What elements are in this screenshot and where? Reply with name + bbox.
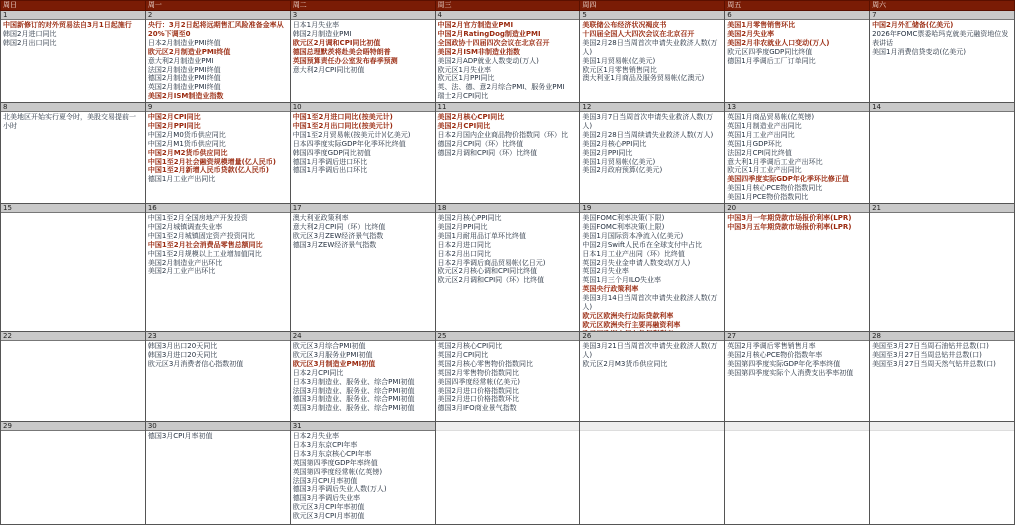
event-item-highlighted: 美国2月CPI同比 <box>437 121 491 130</box>
day-cell-27[interactable] <box>725 332 870 422</box>
day-cell-24[interactable] <box>290 332 435 422</box>
day-number: 29 <box>1 422 145 431</box>
event-item: 美国2月PPI同比 <box>582 148 633 157</box>
event-item-highlighted: 全国政协十四届四次会议在北京召开 <box>437 38 550 47</box>
event-item: 意大利2月CPI同比初值 <box>292 65 365 74</box>
week-row <box>1 422 1015 525</box>
event-list <box>870 112 1014 203</box>
week-row <box>1 103 1015 204</box>
event-item: 美国至3月27日当周总钻井总数(口) <box>872 350 982 359</box>
event-item: 欧元区3月CPI月率初值 <box>292 512 365 521</box>
empty-day-cell[interactable] <box>580 422 725 525</box>
day-number: 21 <box>870 204 1014 213</box>
event-item-highlighted: 中国3月一年期贷款市场报价利率(LPR) <box>727 214 852 222</box>
day-cell-16[interactable] <box>145 204 290 332</box>
event-item-highlighted: 十四届全国人大四次会议在北京召开 <box>582 29 695 38</box>
event-item: 美国2月核心PPI同比 <box>437 214 502 222</box>
day-cell-26[interactable] <box>580 332 725 422</box>
event-item: 瑞士2月CPI同比 <box>437 92 489 101</box>
event-item: 日本四季度实际GDP年化季环比终值 <box>292 139 406 148</box>
event-item-highlighted: 美国2月ISM非制造业指数 <box>437 47 521 56</box>
event-list <box>1 431 145 524</box>
weekday-header-row <box>1 1 1015 11</box>
event-item-highlighted: 央行：3月2日起将远期售汇风险准备金率从20%下调至0 <box>147 21 284 38</box>
event-item: 英国第四季度经常帐(亿英镑) <box>292 467 383 476</box>
event-item-highlighted: 德国总理默茨将赴美会晤特朗普 <box>292 47 391 56</box>
event-item: 日本3月东京CPI年率 <box>292 440 358 449</box>
event-item: 日本2月进口同比 <box>437 240 491 249</box>
event-item: 德国3月季调后失业率 <box>292 494 361 503</box>
event-item: 美国2月28日当周首次申请失业救济人数(万人) <box>582 38 718 56</box>
event-item: 中国2月M0货币供应同比 <box>147 130 226 139</box>
event-item-highlighted: 美国四季度实际GDP年化季环比修正值 <box>727 175 849 184</box>
event-item: 德国3月ZEW经济景气指数 <box>292 240 377 249</box>
day-cell-11[interactable] <box>435 103 580 204</box>
day-number: 5 <box>580 11 724 20</box>
event-list <box>436 431 580 524</box>
day-cell-13[interactable] <box>725 103 870 204</box>
event-item-highlighted: 美国2月非农就业人口变动(万人) <box>727 38 830 47</box>
weekday-tue: 周二 <box>290 1 435 11</box>
event-item-highlighted: 中国1至2月社会消费品零售总额同比 <box>147 240 263 249</box>
event-item: 美国2月核心PCE物价指数年率 <box>727 350 823 359</box>
day-number: 18 <box>436 204 580 213</box>
event-item-highlighted: 中国2月外汇储备(亿美元) <box>872 21 954 29</box>
event-item: 欧元区3月消费者信心指数初值 <box>147 359 244 368</box>
event-item: 德国3月制造业、服务业、综合PMI初值 <box>292 395 415 404</box>
day-cell-14[interactable] <box>870 103 1015 204</box>
event-item: 英国2月核心零售物价指数同比 <box>437 359 533 368</box>
event-item-highlighted: 中国1至2月出口同比(按美元计) <box>292 121 393 130</box>
day-cell-3[interactable] <box>290 11 435 103</box>
event-item-highlighted: 英国央行政策利率 <box>582 285 639 294</box>
empty-day-cell[interactable] <box>725 422 870 525</box>
event-list <box>580 20 724 102</box>
event-item: 美国2月ADP就业人数变动(万人) <box>437 56 539 65</box>
day-number: 28 <box>870 332 1014 341</box>
event-item: 英国2月失业率 <box>582 267 629 276</box>
day-cell-6[interactable] <box>725 11 870 103</box>
event-item: 美国2月制造业产出环比 <box>147 258 223 267</box>
event-item: 日本2月国内企业商品物价指数同（环）比 <box>437 130 568 139</box>
day-number: 4 <box>436 11 580 20</box>
event-list <box>870 341 1014 421</box>
event-list <box>146 341 290 421</box>
event-item: 英国2月核心CPI同比 <box>437 342 503 350</box>
event-list <box>870 431 1014 524</box>
event-item: 韩国2月进口同比 <box>3 29 57 38</box>
event-item-highlighted: 中国3月五年期贷款市场报价利率(LPR) <box>727 222 852 231</box>
event-item: 美国至3月27日当周天然气钻井总数(口) <box>872 359 996 368</box>
event-list <box>1 341 145 421</box>
event-item: 意大利2月CPI同（环）比终值 <box>292 222 386 231</box>
day-cell-15[interactable] <box>1 204 146 332</box>
event-list <box>580 431 724 524</box>
weekday-fri: 周五 <box>725 1 870 11</box>
event-item: 中国2月M1货币供应同比 <box>147 139 226 148</box>
event-item: 德国3月季调后失业人数(万人) <box>292 485 387 494</box>
event-list <box>291 213 435 331</box>
event-list <box>436 341 580 421</box>
event-item-highlighted: 美国2月ISM制造业指数 <box>147 92 224 101</box>
event-list <box>146 112 290 203</box>
event-list <box>725 112 869 203</box>
event-item: 日本3月制造业、服务业、综合PMI初值 <box>292 377 415 386</box>
event-item: 美国1月耐用品订单环比终值 <box>437 231 526 240</box>
day-cell-17[interactable] <box>290 204 435 332</box>
empty-day-cell[interactable] <box>870 422 1015 525</box>
event-item-highlighted: 中国2月RatingDog制造业PMI <box>437 29 541 38</box>
event-item: 韩国3月进口20天同比 <box>147 350 218 359</box>
day-number: 1 <box>1 11 145 20</box>
event-item: 欧元区3月服务业PMI初值 <box>292 350 373 359</box>
event-list <box>436 20 580 102</box>
day-number: 27 <box>725 332 869 341</box>
event-item: 欧元区3月ZEW经济景气指数 <box>292 231 384 240</box>
day-number: 22 <box>1 332 145 341</box>
day-number: 6 <box>725 11 869 20</box>
event-item: 德国1月季调后进口环比 <box>292 157 368 166</box>
event-item: 美国第四季度实际GDP年化季率终值 <box>727 359 841 368</box>
day-number: 8 <box>1 103 145 112</box>
event-item: 德国2月制造业PMI终值 <box>147 74 221 83</box>
event-item: 日本1月工业产出同（环）比终值 <box>582 249 685 258</box>
event-item-highlighted: 中国新修订的对外贸易法自3月1日起施行 <box>3 21 132 29</box>
day-cell-12[interactable] <box>580 103 725 204</box>
day-number: 9 <box>146 103 290 112</box>
event-item: 中国1至2月城镇固定资产投资同比 <box>147 231 255 240</box>
event-item: 日本3月东京核心CPI年率 <box>292 449 372 458</box>
day-cell-20[interactable] <box>725 204 870 332</box>
event-list <box>291 20 435 102</box>
event-list <box>725 341 869 421</box>
event-item-highlighted: 英国预算责任办公室发布春季预测 <box>292 56 398 65</box>
event-item: 美国1月核心PCE物价指数同比 <box>727 184 823 193</box>
day-number <box>870 422 1014 431</box>
event-item-highlighted: 欧元区3月制造业PMI初值 <box>292 359 376 368</box>
day-cell-19[interactable] <box>580 204 725 332</box>
weekday-sun: 周日 <box>1 1 146 11</box>
event-item: 德国3月IFO商业景气指数 <box>437 404 517 413</box>
event-item: 欧元区3月综合PMI初值 <box>292 342 366 350</box>
day-number: 24 <box>291 332 435 341</box>
event-item: 英国2月制造业PMI终值 <box>147 83 221 92</box>
event-item: 英国1月制造业产出同比 <box>727 121 802 130</box>
event-item: 德国1月季调后工厂订单同比 <box>727 56 816 65</box>
event-item-highlighted: 美国2月核心CPI同比 <box>437 113 505 121</box>
day-cell-7[interactable] <box>870 11 1015 103</box>
weekday-thu: 周四 <box>580 1 725 11</box>
event-item: 美国FOMC利率决策(上限) <box>582 222 665 231</box>
event-list <box>436 213 580 331</box>
day-number: 14 <box>870 103 1014 112</box>
day-number: 2 <box>146 11 290 20</box>
week-row <box>1 204 1015 332</box>
event-item: 欧元区1月PPI同比 <box>437 74 495 83</box>
event-item-highlighted: 欧元区2月制造业PMI终值 <box>147 47 231 56</box>
event-item: 中国1至2月全国房地产开发投资 <box>147 214 248 222</box>
event-item: 欧元区2月M3货币供应同比 <box>582 359 668 368</box>
event-item: 欧元区1月失业率 <box>437 65 491 74</box>
event-item: 意大利2月制造业PMI <box>147 56 214 65</box>
empty-day-cell[interactable] <box>435 422 580 525</box>
event-list <box>436 112 580 203</box>
event-item: 德国3月CPI月率初值 <box>147 432 213 440</box>
event-item: 欧元区1月工业产出同比 <box>727 166 802 175</box>
event-item: 美国1月消费信贷变动(亿美元) <box>872 47 966 56</box>
day-cell-21[interactable] <box>870 204 1015 332</box>
day-cell-23[interactable] <box>145 332 290 422</box>
event-item: 日本2月失业率 <box>292 432 340 440</box>
day-number: 26 <box>580 332 724 341</box>
event-item: 法国3月制造业、服务业、综合PMI初值 <box>292 386 415 395</box>
event-item: 欧元区四季度GDP同比终值 <box>727 47 813 56</box>
week-row <box>1 11 1015 103</box>
event-list <box>580 213 724 331</box>
event-item: 中国1至2月贸易帐(按美元计)(亿美元) <box>292 130 411 139</box>
day-number: 10 <box>291 103 435 112</box>
event-item: 英国2月CPI同比 <box>437 350 489 359</box>
event-list <box>146 431 290 524</box>
day-cell-22[interactable] <box>1 332 146 422</box>
day-number: 7 <box>870 11 1014 20</box>
event-item-highlighted: 欧元区欧洲央行边际贷款利率 <box>582 311 674 320</box>
event-item: 英国2月失业金申请人数变动(万人) <box>582 258 691 267</box>
event-item: 美国3月14日当周首次申请失业救济人数(万人) <box>582 294 718 312</box>
event-item: 法国2月CPI同比终值 <box>727 148 792 157</box>
event-list <box>291 341 435 421</box>
event-item: 欧元区2月调和CPI同（环）比终值 <box>437 276 545 285</box>
day-cell-1[interactable] <box>1 11 146 103</box>
day-cell-28[interactable] <box>870 332 1015 422</box>
event-list <box>291 431 435 524</box>
event-item: 英国1月商品贸易帐(亿英镑) <box>727 113 815 121</box>
event-item: 美国至3月27日当周石油钻井总数(口) <box>872 342 989 350</box>
day-number: 23 <box>146 332 290 341</box>
event-item: 中国1至2月规模以上工业增加值同比 <box>147 249 262 258</box>
day-number: 11 <box>436 103 580 112</box>
day-cell-9[interactable] <box>145 103 290 204</box>
event-item: 英国2月零售物价指数同比 <box>437 368 519 377</box>
event-item: 韩国2月出口同比 <box>3 38 57 47</box>
event-item: 德国2月调和CPI同（环）比终值 <box>437 148 538 157</box>
event-list <box>580 341 724 421</box>
event-item: 德国1月季调后出口环比 <box>292 166 368 175</box>
day-number: 12 <box>580 103 724 112</box>
event-item-highlighted: 中国2月CPI同比 <box>147 113 201 121</box>
event-item: 美国FOMC利率决策(下限) <box>582 214 665 222</box>
event-item: 法国2月制造业PMI终值 <box>147 65 221 74</box>
day-number: 3 <box>291 11 435 20</box>
week-row <box>1 332 1015 422</box>
day-number: 31 <box>291 422 435 431</box>
event-item: 美国2月政府预算(亿美元) <box>582 166 663 175</box>
event-list <box>870 213 1014 331</box>
event-item: 韩国四季度GDP同比初值 <box>292 148 371 157</box>
event-item: 日本2月CPI同比 <box>292 368 344 377</box>
event-item-highlighted: 中国1至2月进口同比(按美元计) <box>292 113 393 121</box>
event-list <box>1 20 145 102</box>
day-number: 30 <box>146 422 290 431</box>
event-item: 欧元区3月CPI年率初值 <box>292 503 365 512</box>
event-item-highlighted: 中国1至2月新增人民币贷款(亿人民币) <box>147 166 269 175</box>
event-item: 美国第四季度实际个人消费支出季率初值 <box>727 368 854 377</box>
event-item: 英国2月季调后零售销售月率 <box>727 342 816 350</box>
event-item: 英国3月制造业、服务业、综合PMI初值 <box>292 404 415 413</box>
event-item: 英国1月三个月ILO失业率 <box>582 276 662 285</box>
day-cell-8[interactable] <box>1 103 146 204</box>
event-item: 法国3月CPI月率初值 <box>292 476 358 485</box>
event-list <box>580 112 724 203</box>
event-item: 欧元区2月核心调和CPI同比终值 <box>437 267 538 276</box>
event-item: 美国3月21日当周首次申请失业救济人数(万人) <box>582 342 718 359</box>
event-item: 北美地区开始实行夏令时，美股交易提前一小时 <box>3 113 136 130</box>
event-list <box>146 20 290 102</box>
event-item-highlighted: 美联储公布经济状况褐皮书 <box>582 21 667 29</box>
weekday-wed: 周三 <box>435 1 580 11</box>
day-number: 17 <box>291 204 435 213</box>
event-item-highlighted: 中国2月M2货币供应同比 <box>147 148 228 157</box>
day-number: 20 <box>725 204 869 213</box>
event-item: 日本2月出口同比 <box>437 249 491 258</box>
day-number: 19 <box>580 204 724 213</box>
event-item: 美国1月贸易帐(亿美元) <box>582 56 656 65</box>
event-list <box>725 431 869 524</box>
day-number <box>580 422 724 431</box>
event-item-highlighted: 美国1月零售销售环比 <box>727 21 796 29</box>
event-item: 美国1月国际资本净流入(亿美元) <box>582 231 684 240</box>
event-item-highlighted: 中国1至2月社会融资规模增量(亿人民币) <box>147 157 276 166</box>
event-item-highlighted: 欧元区2月调和CPI同比初值 <box>292 38 381 47</box>
day-number: 25 <box>436 332 580 341</box>
day-number <box>436 422 580 431</box>
day-cell-10[interactable] <box>290 103 435 204</box>
day-number: 13 <box>725 103 869 112</box>
event-item: 澳大利亚1月商品及服务贸易帐(亿澳元) <box>582 74 705 83</box>
event-item: 中国2月城镇调查失业率 <box>147 222 223 231</box>
event-list <box>146 213 290 331</box>
weekday-sat: 周六 <box>870 1 1015 11</box>
event-item-highlighted: 欧元区欧洲央行主要再融资利率 <box>582 320 681 329</box>
day-cell-4[interactable] <box>435 11 580 103</box>
event-item: 日本2月季调后商品贸易帐(亿日元) <box>437 258 546 267</box>
event-item: 美国1月PCE物价指数同比 <box>727 193 809 202</box>
event-list <box>725 213 869 331</box>
event-item: 英国1月工业产出同比 <box>727 130 795 139</box>
event-item: 美国2月28日当周续请失业救济人数(万人) <box>582 130 714 139</box>
day-cell-18[interactable] <box>435 204 580 332</box>
event-item: 意大利1月季调后工业产出环比 <box>727 157 823 166</box>
event-item: 韩国3月出口20天同比 <box>147 342 218 350</box>
event-item-highlighted: 美国2月失业率 <box>727 29 775 38</box>
day-cell-31[interactable] <box>290 422 435 525</box>
day-cell-30[interactable] <box>145 422 290 525</box>
event-item: 美国1月贸易帐(亿美元) <box>582 157 656 166</box>
event-item: 中国2月Swift人民币在全球支付中占比 <box>582 240 703 249</box>
event-item: 2026年FOMC票委哈玛克就美元融资地位发表讲话 <box>872 29 1009 47</box>
event-item: 韩国2月制造业PMI <box>292 29 352 38</box>
day-number: 15 <box>1 204 145 213</box>
event-item: 英国第四季度GDP年率终值 <box>292 458 378 467</box>
event-item: 日本2月制造业PMI终值 <box>147 38 221 47</box>
event-item-highlighted: 中国2月PPI同比 <box>147 121 201 130</box>
weekday-mon: 周一 <box>145 1 290 11</box>
day-number <box>725 422 869 431</box>
event-item: 德国1月工业产出同比 <box>147 175 216 184</box>
event-list <box>291 112 435 203</box>
event-item: 澳大利亚政策利率 <box>292 214 349 222</box>
day-number: 16 <box>146 204 290 213</box>
event-list <box>1 213 145 331</box>
event-list <box>870 20 1014 102</box>
day-cell-5[interactable] <box>580 11 725 103</box>
day-cell-29[interactable] <box>1 422 146 525</box>
event-item: 德国2月CPI同（环）比终值 <box>437 139 524 148</box>
event-item: 英、法、德、意2月综合PMI、服务业PMI <box>437 83 565 92</box>
event-item: 日本1月失业率 <box>292 21 340 29</box>
event-item: 美国3月7日当周首次申请失业救济人数(万人) <box>582 113 714 130</box>
event-item: 美国2月PPI同比 <box>437 222 488 231</box>
event-item: 美国2月工业产出环比 <box>147 267 216 276</box>
event-list <box>725 20 869 102</box>
event-item: 美国2月核心PPI同比 <box>582 139 647 148</box>
day-cell-2[interactable] <box>145 11 290 103</box>
event-item-highlighted: 中国2月官方制造业PMI <box>437 21 514 29</box>
event-item: 美国四季度经常帐(亿美元) <box>437 377 520 386</box>
event-item: 美国2月进口价格指数同比 <box>437 386 519 395</box>
event-list <box>1 112 145 203</box>
day-cell-25[interactable] <box>435 332 580 422</box>
event-item: 美国2月进口价格指数环比 <box>437 395 519 404</box>
event-item: 欧元区1月零售销售同比 <box>582 65 657 74</box>
event-item: 英国1月GDP环比 <box>727 139 782 148</box>
